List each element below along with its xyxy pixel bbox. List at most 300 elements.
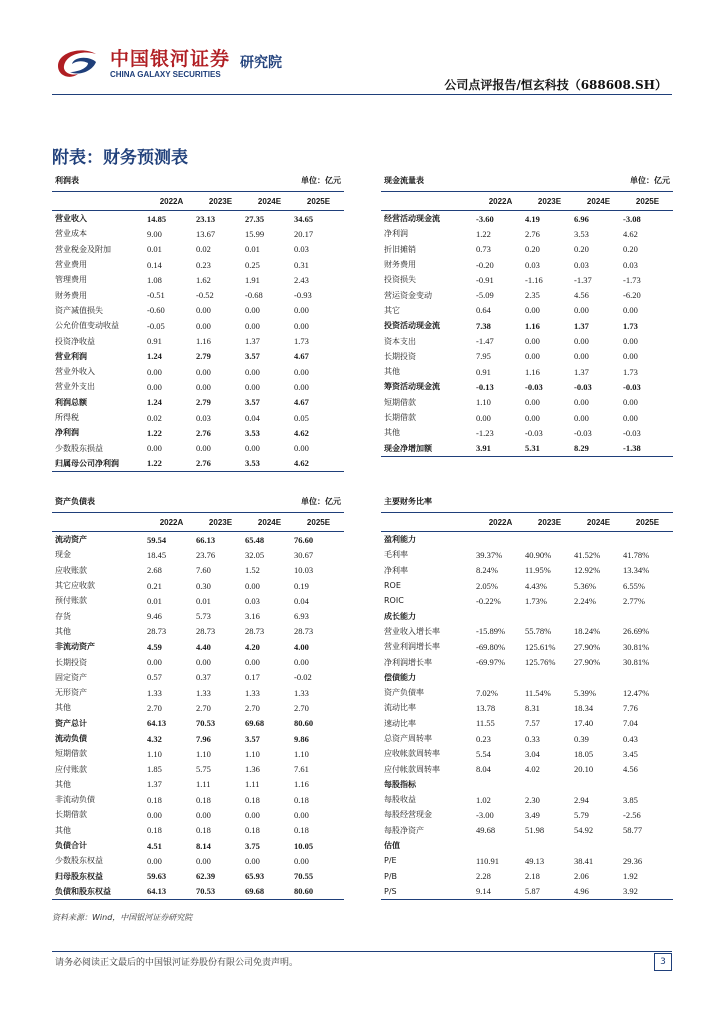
row-label: 每股收益 [384,795,416,805]
table-cell: 64.13 [147,886,167,897]
table-cell: 0.05 [294,412,309,423]
table-row [52,333,344,348]
table-cell: 70.55 [294,871,314,882]
table-cell: 29.36 [623,855,643,866]
row-label: 长期投资 [384,351,416,361]
table-cell: 3.92 [623,886,638,897]
row-label: 营运资金变动 [384,290,432,300]
table-cell: 80.60 [294,718,314,729]
column-header-row [381,513,673,532]
table-cell: 9.46 [147,611,162,622]
row-label: 短期借款 [384,397,416,407]
table-cell: -0.03 [574,381,592,392]
table-row [52,716,344,731]
table-cell: 7.60 [196,565,211,576]
table-cell: 0.18 [196,794,211,805]
row-label: 营业利润增长率 [384,642,440,652]
row-label: 其他 [384,367,400,377]
row-label: P/S [384,886,397,896]
row-label: 投资损失 [384,275,416,285]
table-row [381,823,673,838]
table-cell: 0.00 [294,320,309,331]
table-cell: 8.14 [196,840,211,851]
row-label: 短期借款 [55,749,87,759]
table-cell: 3.04 [525,748,540,759]
row-label: 负债合计 [55,841,87,851]
table-cell: 64.13 [147,718,167,729]
table-cell: 0.00 [623,351,638,362]
table-row [381,547,673,562]
table-cell: 11.95% [525,565,551,576]
row-label: 净利润增长率 [384,657,432,667]
table-cell: 69.68 [245,886,265,897]
table-cell: 8.24% [476,565,498,576]
table-cell: 0.91 [147,336,162,347]
row-label: 其他 [55,779,71,789]
table-cell: 2.43 [294,274,309,285]
row-label: 应收帐款周转率 [384,749,440,759]
table-bottom-rule [52,899,344,900]
row-label: 营业收入 [55,214,87,224]
table-cell: 41.78% [623,549,650,560]
column-header: 2022A [488,517,513,527]
table-row [52,838,344,853]
table-cell: 1.73 [294,336,309,347]
page-title: 附表：财务预测表 [52,148,188,168]
table-cell: 18.05 [574,748,594,759]
table-header [381,175,673,192]
table-cell: 23.76 [196,549,216,560]
row-label: 资本支出 [384,336,416,346]
table-cell: 1.10 [147,748,162,759]
table-cell: 0.00 [294,443,309,454]
row-label: 流动资产 [55,535,87,545]
column-header: 2024E [586,196,611,206]
table-row [381,333,673,348]
table-cell: 3.57 [245,733,260,744]
table-row [381,303,673,318]
column-header: 2022A [488,196,513,206]
table-row [381,807,673,822]
table-row [381,425,673,440]
table-cell: 7.04 [623,718,638,729]
table-cell: -0.03 [574,427,592,438]
table-cell: 3.49 [525,809,540,820]
table-cell: 1.33 [294,687,309,698]
row-label: 投资活动现金流 [384,321,440,331]
table-cell: 7.96 [196,733,211,744]
table-cell: 0.00 [294,657,309,668]
table-cell: -0.60 [147,305,165,316]
table-cell: 0.00 [623,305,638,316]
china-galaxy-logo-icon [52,42,102,82]
table-cell: 0.00 [147,657,162,668]
table-cell: 5.79 [574,809,589,820]
table-row [52,532,344,547]
column-header-row [52,192,344,211]
table-cell: -2.56 [623,809,641,820]
row-label: 筹资活动现金流 [384,382,440,392]
table-cell: 7.76 [623,702,638,713]
table-cell: 2.94 [574,794,589,805]
row-label: 公允价值变动收益 [55,321,119,331]
table-cell: -0.93 [294,290,312,301]
table-cell: 3.16 [245,611,260,622]
table-cell: -3.08 [623,213,641,224]
table-row [381,410,673,425]
table-cell: 1.22 [147,427,162,438]
table-cell: 28.73 [245,626,265,637]
row-label: 现金净增加额 [384,443,432,453]
table-row [52,608,344,623]
table-cell: 0.20 [525,244,540,255]
table-cell: 1.11 [196,779,211,790]
table-row [381,257,673,272]
table-cell: 0.57 [147,672,162,683]
table-cell: 55.78% [525,626,552,637]
table-cell: 0.00 [574,412,589,423]
column-header: 2025E [635,517,660,527]
table-cell: 1.16 [294,779,309,790]
table-cell: 4.02 [525,764,540,775]
table-cell: 0.03 [623,259,638,270]
table-cell: 2.77% [623,595,645,606]
brand-institute: 研究院 [240,55,282,71]
table-row [52,670,344,685]
table-cell: 34.65 [294,213,314,224]
table-cell: 1.73 [623,320,638,331]
table-row [52,303,344,318]
table-row [52,869,344,884]
table-row [381,578,673,593]
table-cell: 2.79 [196,397,211,408]
table-cell: 30.81% [623,657,650,668]
table-cell: 0.04 [294,595,309,606]
table-row [381,532,673,547]
table-cell: 65.48 [245,534,265,545]
row-label: 营业成本 [55,229,87,239]
report-title: 公司点评报告/恒玄科技（688608.SH） [444,78,667,92]
table-bottom-rule [52,471,344,472]
row-label: 少数股东权益 [55,856,103,866]
row-label: 其他 [55,825,71,835]
row-label: 总资产周转率 [384,734,432,743]
table-row [52,777,344,792]
table-row [52,547,344,562]
row-label: ROIC [384,596,404,606]
table-cell: 80.60 [294,886,314,897]
table-cell: 2.18 [525,871,540,882]
table-cell: 2.68 [147,565,162,576]
table-cell: 1.73% [525,595,547,606]
table-unit: 单位：亿元 [301,176,341,185]
table-row [381,731,673,746]
table-cell: 38.41 [574,855,594,866]
table-cell: 125.61% [525,641,556,652]
table-row [52,272,344,287]
table-cell: 28.73 [294,626,314,637]
table-cell: 32.05 [245,549,265,560]
table-cell: 4.51 [147,840,162,851]
table-cell: 0.21 [147,580,162,591]
table-cell: 2.76 [525,228,540,239]
row-label: 盈利能力 [384,535,416,545]
table-cell: 1.37 [574,366,589,377]
table-cell: 0.91 [476,366,491,377]
table-cell: -1.73 [623,274,641,285]
income-statement-table [52,175,344,472]
column-header: 2023E [208,517,233,527]
table-cell: 1.37 [147,779,162,790]
row-label: 长期借款 [55,810,87,820]
table-row [381,349,673,364]
table-cell: -0.03 [525,427,543,438]
table-cell: 11.55 [476,718,495,729]
table-cell: -69.97% [476,657,506,668]
table-cell: 7.02% [476,687,498,698]
table-cell: 69.68 [245,718,265,729]
row-label: 非流动资产 [55,642,95,652]
table-cell: 2.35 [525,290,540,301]
table-cell: 4.67 [294,351,309,362]
table-cell: -0.03 [525,381,543,392]
table-cell: 1.33 [245,687,260,698]
table-row [381,593,673,608]
table-cell: 7.57 [525,718,540,729]
table-cell: 0.03 [245,595,260,606]
table-cell: 0.01 [147,595,162,606]
row-label: 利润总额 [55,397,87,407]
table-cell: 0.00 [574,351,589,362]
row-label: 其它 [384,305,400,315]
table-row [52,563,344,578]
brand-name-cn: 中国银河证券 [110,48,231,70]
table-cell: 17.40 [574,718,594,729]
table-cell: 2.76 [196,458,211,469]
row-label: 每股经营现金 [384,810,432,820]
table-cell: 54.92 [574,825,594,836]
row-label: 归母股东权益 [55,871,103,881]
row-label: 预付账款 [55,596,87,606]
table-cell: 1.36 [245,764,260,775]
table-row [52,639,344,654]
table-cell: 0.00 [623,412,638,423]
table-cell: 0.00 [294,366,309,377]
table-cell: 4.56 [623,764,638,775]
row-label: P/B [384,871,398,881]
table-cell: -0.68 [245,290,263,301]
table-cell: 5.54 [476,748,491,759]
table-cell: 0.14 [147,259,162,270]
table-cell: 0.18 [147,794,162,805]
table-cell: 3.85 [623,794,638,805]
table-row [52,242,344,257]
table-row [52,807,344,822]
table-row [381,670,673,685]
row-label: 营业外收入 [55,367,95,377]
table-cell: 0.33 [525,733,540,744]
table-cell: 0.00 [196,657,211,668]
table-cell: -0.91 [476,274,494,285]
table-cell: 27.90% [574,657,601,668]
row-label: 每股指标 [384,779,416,789]
table-cell: 6.93 [294,611,309,622]
row-label: 非流动负债 [55,795,95,805]
row-label: 营业费用 [55,260,87,270]
row-label: 其它应收款 [55,581,95,591]
column-header: 2024E [586,517,611,527]
table-cell: 0.73 [476,244,491,255]
table-cell: -5.09 [476,290,494,301]
column-header: 2023E [537,196,562,206]
table-cell: 5.87 [525,886,540,897]
table-row [52,379,344,394]
table-cell: 3.75 [245,840,260,851]
table-cell: 5.36% [574,580,596,591]
table-cell: 4.56 [574,290,589,301]
table-header [52,175,344,192]
table-cell: 2.70 [294,702,309,713]
table-row [52,410,344,425]
table-row [52,761,344,776]
table-cell: 8.31 [525,702,540,713]
table-cell: 12.47% [623,687,650,698]
column-header-row [52,513,344,532]
table-cell: 28.73 [196,626,216,637]
row-label: 财务费用 [55,290,87,300]
table-row [381,777,673,792]
row-label: 财务费用 [384,260,416,270]
table-row [52,624,344,639]
table-row [381,318,673,333]
table-cell: 0.20 [623,244,638,255]
table-cell: 4.96 [574,886,589,897]
table-cell: 0.03 [574,259,589,270]
table-cell: -0.13 [476,381,494,392]
table-cell: 7.61 [294,764,309,775]
table-cell: 7.38 [476,320,491,331]
table-cell: 3.45 [623,748,638,759]
row-label: 每股净资产 [384,825,424,835]
table-cell: 4.43% [525,580,547,591]
table-cell: -6.20 [623,290,641,301]
table-cell: 0.00 [196,855,211,866]
table-row [52,349,344,364]
table-row [52,226,344,241]
table-cell: 1.62 [196,274,211,285]
table-cell: 10.05 [294,840,314,851]
table-cell: 1.10 [294,748,309,759]
table-header [52,496,344,513]
table-cell: 0.00 [196,809,211,820]
row-label: 资产负债率 [384,688,424,698]
table-cell: 3.57 [245,397,260,408]
table-cell: 4.62 [294,458,309,469]
table-cell: 10.03 [294,565,314,576]
table-row [381,364,673,379]
table-cell: 40.90% [525,549,552,560]
row-label: 投资净收益 [55,336,95,346]
financial-ratios-table [381,496,673,900]
table-cell: 0.00 [147,855,162,866]
table-cell: 0.00 [294,381,309,392]
table-cell: 0.02 [147,412,162,423]
table-cell: 0.00 [525,351,540,362]
column-header: 2024E [257,196,282,206]
table-row [381,869,673,884]
table-cell: 23.13 [196,213,216,224]
footer-disclaimer: 请务必阅读正文最后的中国银河证券股份有限公司免责声明。 [55,958,299,968]
table-cell: 2.70 [245,702,260,713]
table-cell: 0.18 [245,794,260,805]
table-cell: 1.85 [147,764,162,775]
table-cell: 0.00 [245,657,260,668]
row-label: 营业利润 [55,351,87,361]
table-cell: 0.00 [476,412,491,423]
table-row [52,823,344,838]
table-cell: 0.18 [147,825,162,836]
table-cell: 66.13 [196,534,216,545]
table-cell: 0.43 [623,733,638,744]
table-cell: 5.75 [196,764,211,775]
table-cell: 0.00 [525,412,540,423]
row-label: 估值 [384,841,400,851]
table-cell: 9.86 [294,733,309,744]
row-label: 营业外支出 [55,382,95,392]
table-cell: 0.00 [525,397,540,408]
row-label: 应付帐款周转率 [384,764,440,774]
table-cell: 1.16 [525,320,540,331]
table-cell: 6.55% [623,580,645,591]
table-cell: 76.60 [294,534,314,545]
footer-divider [52,951,672,952]
table-row [381,654,673,669]
table-cell: 49.68 [476,825,496,836]
balance-sheet-table [52,496,344,900]
table-cell: 0.00 [623,397,638,408]
row-label: 存货 [55,611,71,621]
table-cell: 58.77 [623,825,643,836]
page-number: 3 [654,953,672,971]
table-cell: 2.79 [196,351,211,362]
table-cell: -0.03 [623,427,641,438]
table-row [381,746,673,761]
table-cell: 9.00 [147,228,162,239]
table-cell: 0.00 [574,336,589,347]
table-cell: 27.90% [574,641,601,652]
row-label: 固定资产 [55,672,87,682]
table-row [381,272,673,287]
table-cell: 2.70 [147,702,162,713]
table-cell: 0.03 [525,259,540,270]
table-cell: 1.37 [245,336,260,347]
table-cell: 18.24% [574,626,601,637]
table-cell: 3.53 [245,427,260,438]
table-cell: 0.00 [294,809,309,820]
table-cell: -0.20 [476,259,494,270]
table-title: 主要财务比率 [384,497,432,506]
table-cell: 5.39% [574,687,596,698]
table-cell: 2.24% [574,595,596,606]
table-row [381,700,673,715]
table-cell: 0.00 [525,305,540,316]
table-cell: 0.18 [294,825,309,836]
table-row [381,379,673,394]
table-cell: 0.00 [147,809,162,820]
row-label: 应收账款 [55,565,87,575]
table-cell: 28.73 [147,626,167,637]
table-cell: -0.02 [294,672,312,683]
